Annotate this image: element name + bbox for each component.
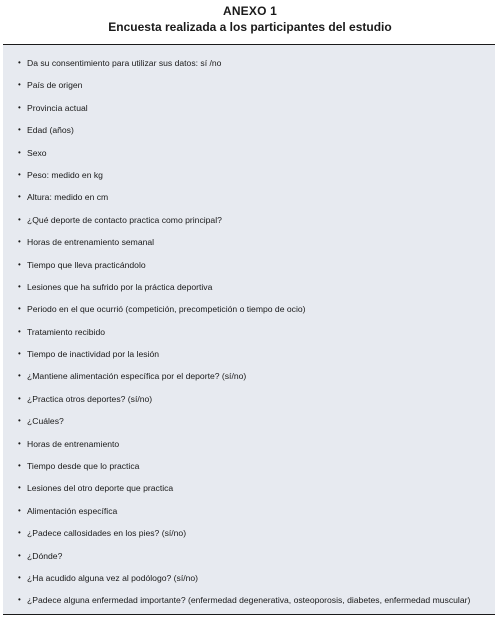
survey-question-text: Tiempo desde que lo practica	[27, 461, 140, 472]
bullet-icon: •	[18, 416, 21, 426]
survey-question-text: Peso: medido en kg	[27, 169, 103, 180]
bullet-icon: •	[18, 102, 21, 112]
bullet-icon: •	[18, 192, 21, 202]
bullet-icon: •	[18, 505, 21, 515]
survey-question-text: ¿Cuáles?	[27, 416, 64, 427]
survey-question-item	[3, 231, 495, 253]
survey-question-text: Provincia actual	[27, 102, 88, 113]
survey-question-item	[3, 254, 495, 276]
survey-question-text: Alimentación específica	[27, 505, 118, 516]
survey-question-item	[3, 164, 495, 186]
survey-question-item	[3, 477, 495, 499]
survey-question-text: ¿Mantiene alimentación específica por el deporte? (sí/no)	[27, 371, 247, 382]
bullet-icon: •	[18, 169, 21, 179]
bullet-icon: •	[18, 80, 21, 90]
bullet-icon: •	[18, 214, 21, 224]
survey-question-item	[3, 52, 495, 74]
survey-question-item	[3, 97, 495, 119]
survey-question-item	[3, 545, 495, 567]
survey-question-text: Tiempo que lleva practicándolo	[27, 259, 146, 270]
annex-title: ANEXO 1	[222, 4, 278, 18]
bullet-icon: •	[18, 125, 21, 135]
survey-question-text: Altura: medido en cm	[27, 192, 109, 203]
survey-question-item	[3, 343, 495, 365]
survey-question-text: ¿Padece callosidades en los pies? (sí/no)	[27, 528, 187, 539]
survey-question-text: Tratamiento recibido	[27, 326, 106, 337]
survey-question-text: ¿Ha acudido alguna vez al podólogo? (sí/no)	[27, 572, 199, 583]
survey-question-list	[3, 52, 495, 612]
survey-question-item	[3, 321, 495, 343]
bullet-icon: •	[18, 438, 21, 448]
bullet-icon: •	[18, 461, 21, 471]
bullet-icon: •	[18, 237, 21, 247]
survey-question-item	[3, 410, 495, 432]
survey-question-item	[3, 455, 495, 477]
survey-question-item	[3, 388, 495, 410]
annex-header	[0, 0, 500, 42]
survey-question-text: Horas de entrenamiento	[27, 438, 120, 449]
survey-question-text: Periodo en el que ocurrió (competición, precompetición o tiempo de ocio)	[27, 304, 306, 315]
survey-question-text: Lesiones del otro deporte que practica	[27, 483, 174, 494]
bullet-icon: •	[18, 572, 21, 582]
bullet-icon: •	[18, 304, 21, 314]
survey-question-text: País de origen	[27, 80, 83, 91]
survey-question-item	[3, 298, 495, 320]
bullet-icon: •	[18, 326, 21, 336]
survey-question-text: Horas de entrenamiento semanal	[27, 237, 155, 248]
bullet-icon: •	[18, 550, 21, 560]
survey-question-item	[3, 119, 495, 141]
survey-question-item	[3, 522, 495, 544]
survey-question-text: Da su consentimiento para utilizar sus datos: sí /no	[27, 58, 222, 68]
bullet-icon: •	[18, 281, 21, 291]
bullet-icon: •	[18, 371, 21, 381]
survey-question-text: Sexo	[27, 147, 47, 158]
bullet-icon: •	[18, 393, 21, 403]
bullet-icon: •	[18, 58, 21, 67]
survey-question-text: ¿Practica otros deportes? (sí/no)	[27, 393, 153, 404]
survey-question-item	[3, 276, 495, 298]
bullet-icon: •	[18, 595, 21, 605]
survey-question-text: ¿Qué deporte de contacto practica como principal?	[27, 214, 222, 225]
survey-question-item	[3, 186, 495, 208]
survey-question-item	[3, 433, 495, 455]
survey-question-text: Edad (años)	[27, 125, 74, 136]
bullet-icon: •	[18, 349, 21, 359]
survey-question-item	[3, 142, 495, 164]
bullet-icon: •	[18, 259, 21, 269]
survey-question-item	[3, 500, 495, 522]
survey-question-text: ¿Padece alguna enfermedad importante? (enfermedad degenerativa, osteoporosis, diabetes, enfermedad muscular)	[27, 595, 471, 606]
bullet-icon: •	[18, 483, 21, 493]
survey-question-item	[3, 209, 495, 231]
survey-question-item	[3, 74, 495, 96]
bullet-icon: •	[18, 147, 21, 157]
survey-question-item	[3, 365, 495, 387]
survey-table	[3, 44, 495, 615]
survey-question-text: Tiempo de inactividad por la lesión	[27, 349, 160, 360]
annex-subtitle: Encuesta realizada a los participantes del estudio	[108, 20, 392, 34]
survey-question-text: Lesiones que ha sufrido por la práctica deportiva	[27, 281, 213, 292]
survey-question-text: ¿Dónde?	[27, 550, 63, 561]
survey-question-item	[3, 589, 495, 611]
bullet-icon: •	[18, 528, 21, 538]
survey-question-item	[3, 567, 495, 589]
